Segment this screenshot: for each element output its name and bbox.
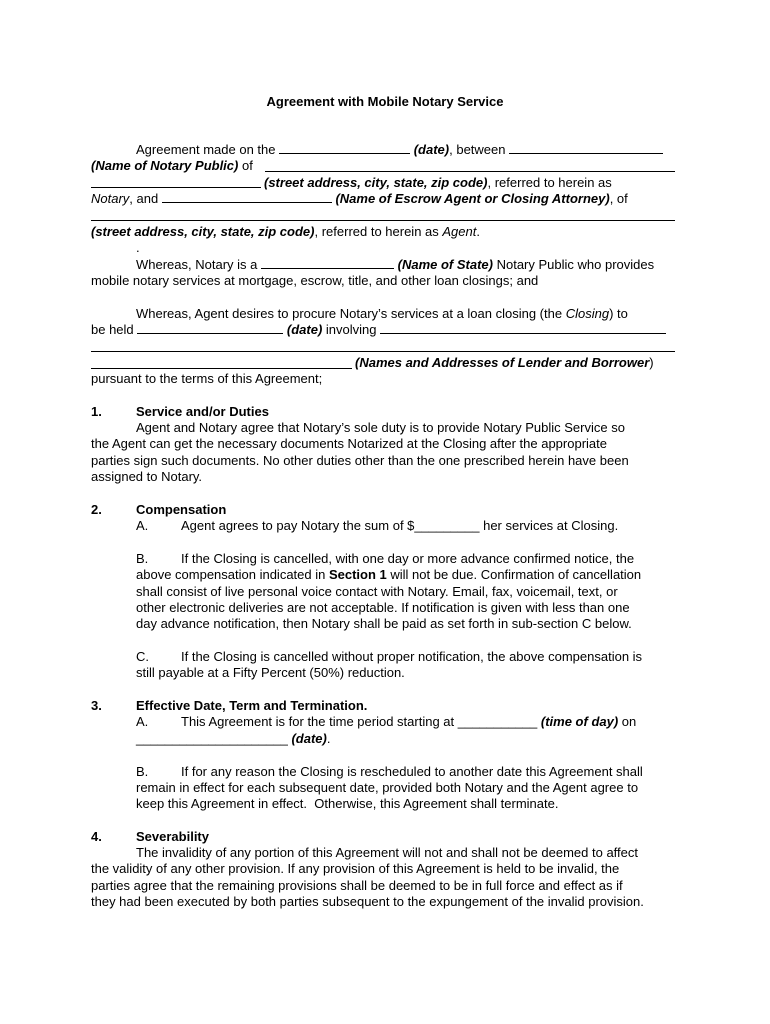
- whereas2-line-2: be held (date) involving: [91, 322, 666, 338]
- section-4-line: the validity of any other provision. If any provision of this Agreement is held to be invalid, the: [91, 861, 620, 876]
- subsection-a-label: A.: [136, 518, 149, 533]
- section-3-number: 3.: [91, 698, 102, 713]
- whereas1-line-2: mobile notary services at mortgage, escrow, title, and other loan closings; and: [91, 273, 539, 288]
- whereas1-line-1: Whereas, Notary is a (Name of State) Notary Public who provides: [136, 257, 655, 272]
- section-4-line: they had been executed by both parties subsequent to the expungement of the invalid provision.: [91, 894, 644, 909]
- section-4-line: The invalidity of any portion of this Agreement will not and shall not be deemed to affect: [136, 845, 639, 860]
- subsection-b-line: day advance notification, then Notary shall be paid as set forth in sub-section C below.: [136, 616, 632, 631]
- intro-line-2: (Name of Notary Public) of: [91, 158, 257, 173]
- subsection-b-label: B.: [136, 764, 149, 779]
- subsection-b-line: If for any reason the Closing is rescheduled to another date this Agreement shall: [181, 764, 643, 779]
- subsection-b-line: above compensation indicated in Section 1 will not be due. Confirmation of cancellation: [136, 567, 642, 582]
- blank-notary-street: [91, 187, 261, 188]
- subsection-a-line: This Agreement is for the time period starting at ___________ (time of day) on: [181, 714, 637, 729]
- blank-agent-name: [162, 191, 332, 203]
- blank-between: [509, 142, 663, 154]
- subsection-c-line: still payable at a Fifty Percent (50%) reduction.: [136, 665, 405, 680]
- blank-parties-line-2: [91, 368, 352, 369]
- section-1-line: Agent and Notary agree that Notary’s sole duty is to provide Notary Public Service so: [136, 420, 625, 435]
- section-4-number: 4.: [91, 829, 102, 844]
- blank-notary-address: [265, 171, 675, 172]
- subsection-b-line: keep this Agreement in effect. Otherwise, this Agreement shall terminate.: [136, 796, 559, 811]
- section-1-number: 1.: [91, 404, 102, 419]
- section-1-line: parties sign such documents. No other duties other than the one prescribed herein have been: [91, 453, 629, 468]
- section-2-number: 2.: [91, 502, 102, 517]
- intro-line-1: Agreement made on the (date), between: [136, 142, 663, 158]
- subsection-a-label: A.: [136, 714, 149, 729]
- section-1-heading: Service and/or Duties: [136, 404, 269, 419]
- stray-dot: .: [136, 240, 140, 255]
- subsection-b-line: remain in effect for each subsequent date, provided both Notary and the Agent agree to: [136, 780, 639, 795]
- intro-line-4: Notary, and (Name of Escrow Agent or Closing Attorney), of: [91, 191, 628, 206]
- section-2-heading: Compensation: [136, 502, 227, 517]
- whereas2-line-1: Whereas, Agent desires to procure Notary’s services at a loan closing (the Closing) to: [136, 306, 628, 321]
- blank-agent-address: [91, 220, 675, 221]
- intro-line-3: (street address, city, state, zip code), referred to herein as: [264, 175, 612, 190]
- subsection-a-line: _____________________ (date).: [136, 731, 331, 746]
- whereas2-line-4: (Names and Addresses of Lender and Borrower): [355, 355, 654, 370]
- section-1-line: the Agent can get the necessary documents Notarized at the Closing after the appropriate: [91, 436, 607, 451]
- section-4-line: parties agree that the remaining provisions shall be deemed to be in full force and effect as if: [91, 878, 623, 893]
- subsection-b-line: shall consist of live personal voice contact with Notary. Email, fax, voicemail, text, or: [136, 584, 618, 599]
- subsection-b-line: If the Closing is cancelled, with one day or more advance confirmed notice, the: [181, 551, 635, 566]
- subsection-c-line: If the Closing is cancelled without proper notification, the above compensation is: [181, 649, 643, 664]
- blank-state: [261, 257, 394, 269]
- document-title: Agreement with Mobile Notary Service: [266, 94, 504, 109]
- subsection-b-line: other electronic deliveries are not acceptable. If notification is given with less than one: [136, 600, 630, 615]
- intro-line-5: (street address, city, state, zip code), referred to herein as Agent.: [91, 224, 480, 239]
- subsection-c-label: C.: [136, 649, 149, 664]
- subsection-a-text: Agent agrees to pay Notary the sum of $_________ her services at Closing.: [181, 518, 619, 533]
- blank-involving: [380, 322, 666, 334]
- blank-parties-line: [91, 351, 675, 352]
- blank-closing-date: [137, 322, 283, 334]
- section-3-heading: Effective Date, Term and Termination.: [136, 698, 368, 713]
- section-4-heading: Severability: [136, 829, 209, 844]
- blank-date: [279, 142, 410, 154]
- whereas2-line-5: pursuant to the terms of this Agreement;: [91, 371, 323, 386]
- subsection-b-label: B.: [136, 551, 149, 566]
- section-1-line: assigned to Notary.: [91, 469, 203, 484]
